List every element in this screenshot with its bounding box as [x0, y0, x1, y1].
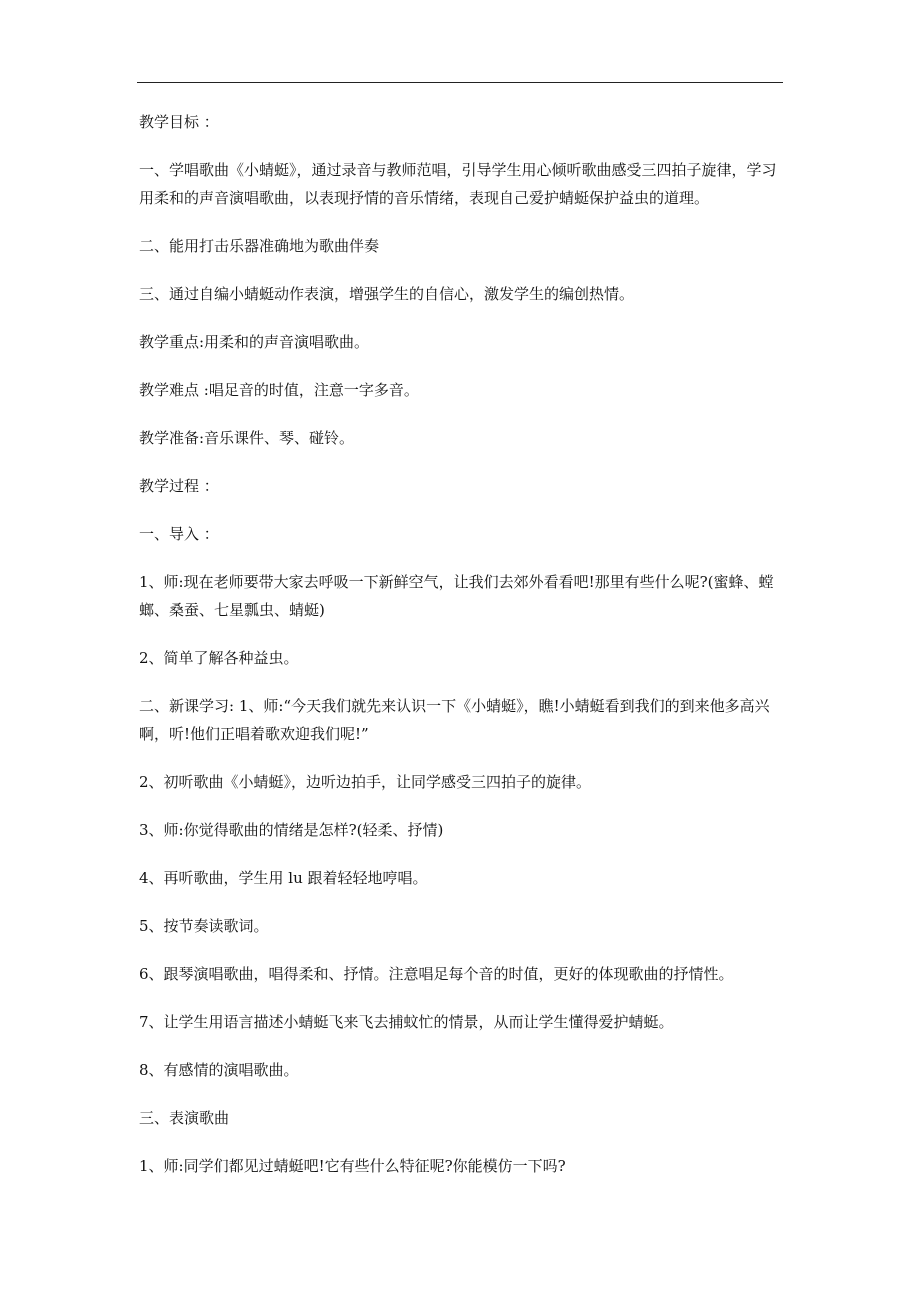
- paragraph-lesson-8: 8、有感情的演唱歌曲。: [139, 1061, 299, 1079]
- paragraph-lesson-3: 3、师:你觉得歌曲的情绪是怎样?(轻柔、抒情): [139, 821, 444, 839]
- paragraph-lesson-2: 2、初听歌曲《小蜻蜓》，边听边拍手，让同学感受三四拍子的旋律。: [139, 773, 592, 791]
- paragraph-objective-2: 二、能用打击乐器准确地为歌曲伴奏: [139, 237, 380, 255]
- paragraph-lesson-4: 4、再听歌曲，学生用 lu 跟着轻轻地哼唱。: [139, 869, 428, 887]
- paragraph-performance-heading: 三、表演歌曲: [139, 1109, 230, 1127]
- paragraph-lesson-7: 7、让学生用语言描述小蜻蜓飞来飞去捕蚊忙的情景，从而让学生懂得爱护蜻蜓。: [139, 1013, 674, 1031]
- paragraph-objective-3: 三、通过自编小蜻蜓动作表演，增强学生的自信心，激发学生的编创热情。: [139, 285, 635, 303]
- paragraph-lesson-5: 5、按节奏读歌词。: [139, 917, 269, 935]
- paragraph-intro-1: 1、师:现在老师要带大家去呼吸一下新鲜空气，让我们去郊外看看吧!那里有些什么呢?(蜜蜂、螳螂、桑蚕、七星瓢虫、蜻蜓): [139, 573, 774, 619]
- paragraph-key-point: 教学重点:用柔和的声音演唱歌曲。: [139, 333, 370, 351]
- paragraph-preparation: 教学准备:音乐课件、琴、碰铃。: [139, 429, 355, 447]
- paragraph-performance-1: 1、师:同学们都见过蜻蜓吧!它有些什么特征呢?你能模仿一下吗?: [139, 1157, 566, 1175]
- paragraph-objective-1: 一、学唱歌曲《小蜻蜓》，通过录音与教师范唱，引导学生用心倾听歌曲感受三四拍子旋律，学习用柔和的声音演唱歌曲，以表现抒情的音乐情绪，表现自己爱护蜻蜓保护益虫的道理。: [139, 161, 777, 207]
- paragraph-process-heading: 教学过程 ：: [139, 477, 219, 495]
- header-rule: [137, 82, 783, 83]
- paragraph-lesson-6: 6、跟琴演唱歌曲，唱得柔和、抒情。注意唱足每个音的时值，更好的体现歌曲的抒情性。: [139, 965, 734, 983]
- paragraph-lesson-1: 二、新课学习: 1、师:“今天我们就先来认识一下《小蜻蜓》，瞧!小蜻蜓看到我们的到来他多高兴啊，听!他们正唱着歌欢迎我们呢!”: [139, 697, 770, 743]
- paragraph-objectives-heading: 教学目标 ：: [139, 113, 219, 131]
- paragraph-intro-2: 2、简单了解各种益虫。: [139, 649, 299, 667]
- paragraph-intro-heading: 一、导入 ：: [139, 525, 219, 543]
- paragraph-difficulty: 教学难点 :唱足音的时值，注意一字多音。: [139, 381, 419, 399]
- document-body: [139, 108, 784, 1200]
